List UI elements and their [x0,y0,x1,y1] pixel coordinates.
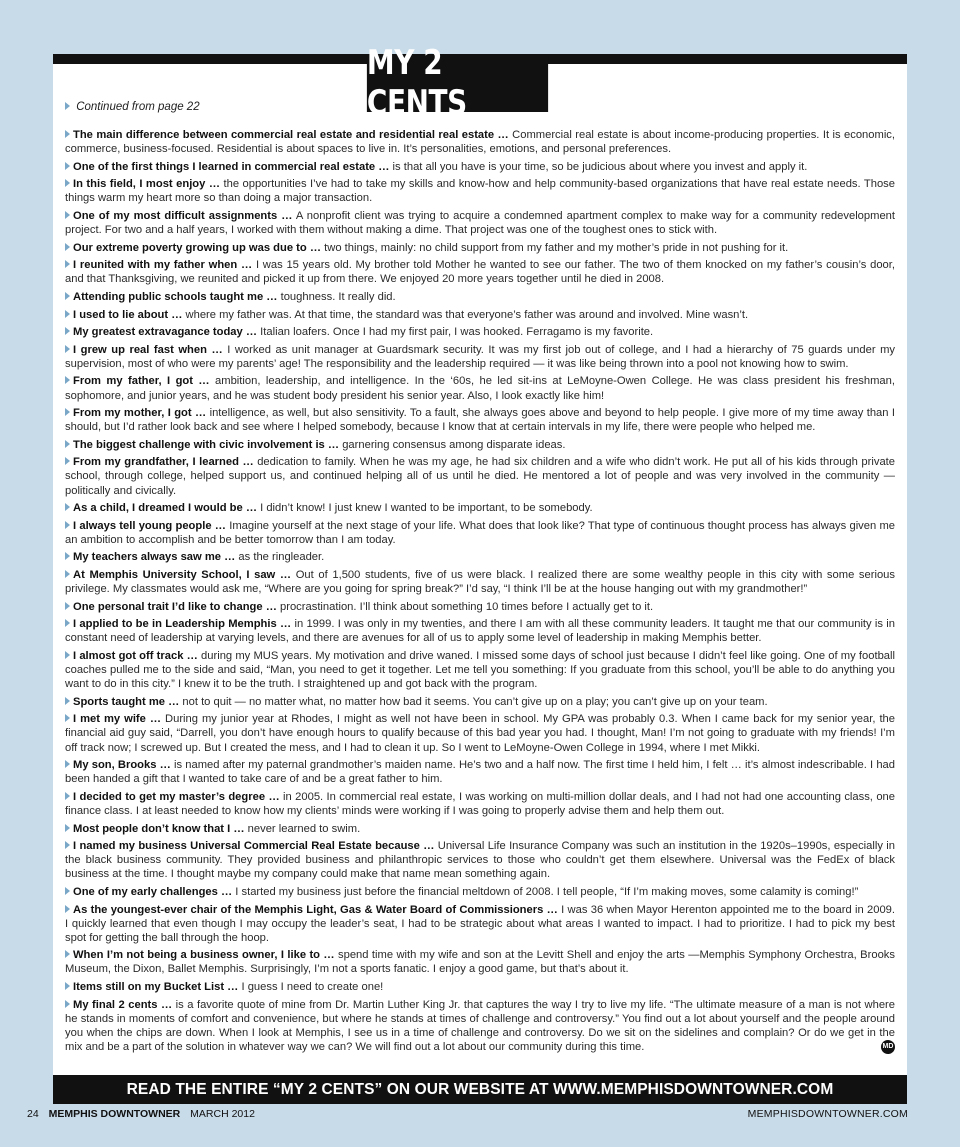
paragraph-body: in 2005. In commercial real estate, I was working on multi-million dollar deals, and I had not had one accounting class, one finance class. I at least needed to know how my clients’ minds were working if I was going to properly advise them and help them out. [65,790,895,817]
qa-paragraph [65,790,895,818]
continued-note [65,101,200,113]
paragraph-lead: Items still on my Bucket List … [73,980,239,993]
triangle-arrow-icon [65,950,70,958]
qa-paragraph [65,948,895,976]
paragraph-body: I guess I need to create one! [238,980,384,993]
magazine-page [53,43,907,1098]
triangle-arrow-icon [65,130,70,138]
triangle-arrow-icon [65,651,70,659]
paragraph-lead: I decided to get my master’s degree … [73,790,280,803]
triangle-arrow-icon [65,887,70,895]
paragraph-lead: As the youngest-ever chair of the Memphis Light, Gas & Water Board of Commissioners … [73,903,558,916]
paragraph-body: I started my business just before the financial meltdown of 2008. I tell people, “If I’m making moves, some calamity is coming!” [232,885,859,898]
triangle-arrow-icon [65,440,70,448]
triangle-arrow-icon [65,760,70,768]
paragraph-body: where my father was. At that time, the standard was that everyone’s father was around and involved. Mine wasn’t. [182,308,749,321]
triangle-arrow-icon [65,243,70,251]
qa-paragraph [65,649,895,691]
qa-paragraph [65,568,895,596]
paragraph-body: ambition, leadership, and intelligence. In the ‘60s, he led sit-ins at LeMoyne-Owen College. He was class president his freshman, sophomore, and junior years, and he was student body president his senior year. Also, I look exactly like him! [65,375,895,402]
qa-paragraph [65,325,895,339]
triangle-arrow-icon [65,521,70,529]
triangle-arrow-icon [65,602,70,610]
paragraph-lead: As a child, I dreamed I would be … [73,502,258,515]
paragraph-lead: Attending public schools taught me … [73,290,278,303]
paragraph-body: not to quit — no matter what, no matter how bad it seems. You can’t give up on a play; you can’t give up on your team. [179,695,768,708]
issue-date: MARCH 2012 [190,1108,255,1120]
qa-paragraph [65,308,895,322]
triangle-arrow-icon [65,457,70,465]
triangle-arrow-icon [65,714,70,722]
triangle-arrow-icon [65,179,70,187]
triangle-arrow-icon [65,619,70,627]
website-banner: READ THE ENTIRE “MY 2 CENTS” ON OUR WEBSITE AT WWW.MEMPHISDOWNTOWNER.COM [53,1075,907,1104]
qa-paragraph [65,903,895,945]
triangle-arrow-icon [65,102,70,110]
triangle-arrow-icon [65,211,70,219]
qa-paragraph [65,406,895,434]
continued-label: Continued from page 22 [76,101,200,113]
paragraph-lead: I applied to be in Leadership Memphis … [73,618,292,631]
paragraph-body: dedication to family. When he was my age, he had six children and a wife who didn’t work. He put all of his kids through private school, through college, helped support us, and continued helping all of us until he died. He mentored a lot of people and was very involved in the community — politically and civically. [65,456,895,497]
triangle-arrow-icon [65,260,70,268]
paragraph-body: During my junior year at Rhodes, I might as well not have been in school. My GPA was probably 0.3. When I came back for my senior year, the financial aid guy said, “Darrell, you don’t have enough hours to qualify because of this bad year you had. I thought, Man! I’m not going to graduate with my friends! I’m off track now; I screwed up. But I created the mess, and I had to clean it up. So I went to LeMoyne-Owen College in 1994, where I met Mikki. [65,713,895,754]
paragraph-body: two things, mainly: no child support from my father and my mother’s pride in not pushing for it. [321,241,789,254]
triangle-arrow-icon [65,376,70,384]
paragraph-lead: My son, Brooks … [73,759,171,772]
triangle-arrow-icon [65,792,70,800]
triangle-arrow-icon [65,503,70,511]
triangle-arrow-icon [65,1000,70,1008]
paragraph-lead: One of my most difficult assignments … [73,209,293,222]
paragraph-body: Imagine yourself at the next stage of your life. What does that look like? That type of continuous thought process has always given me an ambition to accomplish and be better tomorrow than I am today. [65,519,896,546]
paragraph-lead: My final 2 cents … [73,998,173,1011]
paragraph-lead: I always tell young people … [73,519,226,532]
paragraph-lead: I almost got off track … [73,650,198,662]
qa-paragraph [65,617,895,645]
paragraph-lead: One personal trait I’d like to change … [73,600,277,613]
triangle-arrow-icon [65,905,70,913]
qa-paragraph [65,980,895,994]
paragraph-body: I didn’t know! I just knew I wanted to be important, to be somebody. [257,502,593,515]
paragraph-body: I was 15 years old. My brother told Mother he wanted to see our father. The two of them knocked on my father’s cousin’s door, and that Thanksgiving, we reunited and picked it up from there. We enjoyed 20 more years together until he died in 2008. [65,259,895,286]
paragraph-body: garnering consensus among disparate ideas. [339,438,566,451]
paragraph-body: is named after my paternal grandmother’s maiden name. He’s two and a half now. The first time I held him, I felt … it’s almost indescribable. I had been handed a gift that I wanted to take care of and be a great father to him. [65,759,895,786]
qa-paragraph [65,290,895,304]
paragraph-lead: Sports taught me … [73,695,180,708]
triangle-arrow-icon [65,841,70,849]
paragraph-lead: From my grandfather, I learned … [73,456,254,469]
paragraph-body: I was 36 when Mayor Herenton appointed me to the board in 2009. I quickly learned that even though I may occupy the leader’s seat, I had to be strategic about what areas I wanted to impact. I had to prioritize. I had to pick my best spot for getting the ball through the hoop. [65,903,896,944]
triangle-arrow-icon [65,697,70,705]
paragraph-body: as the ringleader. [235,551,325,564]
paragraph-body: intelligence, as well, but also sensitivity. To a fault, she always goes above and beyond to help people. I give more of my time away than I should, but I’d rather look back and see where I helped somebody, because I know that at certain intervals in my life, there were people who helped me. [65,407,895,434]
qa-paragraph [65,128,895,156]
qa-paragraph [65,550,895,564]
qa-paragraph [65,822,895,836]
paragraph-lead: I reunited with my father when … [73,259,253,272]
paragraph-body: Universal Life Insurance Company was such an institution in the 1920s–1990s, especially in the black business community. They provided business and philanthropic services to those who couldn’t get them elsewhere. Universal was the FedEx of black business at the time. I thought maybe my company could make that name mean something again. [65,840,895,881]
footer-left [27,1108,262,1120]
qa-paragraph [65,160,895,174]
paragraph-body: toughness. It really did. [277,290,396,303]
paragraph-lead: The main difference between commercial real estate and residential real estate … [73,129,509,141]
qa-paragraph [65,374,895,402]
triangle-arrow-icon [65,408,70,416]
qa-paragraph [65,455,895,497]
triangle-arrow-icon [65,345,70,353]
article-body [65,128,895,1057]
paragraph-lead: Most people don’t know that I … [73,822,245,835]
publication-name: MEMPHIS DOWNTOWNER [48,1108,181,1120]
paragraph-lead: I grew up real fast when … [73,343,223,356]
paragraph-body: in 1999. I was only in my twenties, and there I am with all these community leaders. It taught me that our community is in constant need of leadership at varying levels, and there are avenues for all of us to apply some level of leadership in making Memphis better. [65,618,895,645]
paragraph-body: I worked as unit manager at Guardsmark security. It was my first job out of college, and I had a hierarchy of 75 guards under my supervision, most of who were my parents’ age! The responsibility and the leadership required — it was like being thrown into a pool not knowing how to swim. [65,343,895,370]
paragraph-body: never learned to swim. [244,822,361,835]
paragraph-body: procrastination. I’ll think about something 10 times before I actually get to it. [276,600,654,613]
triangle-arrow-icon [65,552,70,560]
paragraph-body: is a favorite quote of mine from Dr. Martin Luther King Jr. that captures the way I try to live my life. “The ultimate measure of a man is not where he stands in moments of comfort and convenience, but where he stands at times of challenge and controversy.” You find out a lot about yourself and the people around you when the chips are down. When I look at Memphis, I see us in a time of challenge and controversy. Do we sit on the sidelines and complain? Or do we get in the mix and be a part of the solution in whatever way we can? We will find out a lot about our community during this time. [65,998,895,1053]
page-title: MY 2 CENTS [367,54,548,112]
qa-paragraph [65,600,895,614]
qa-paragraph [65,758,895,786]
footer-website: MEMPHISDOWNTOWNER.COM [747,1108,908,1120]
paragraph-body: A nonprofit client was trying to acquire a condemned apartment complex to make way for a community redevelopment project. For two and a half years, I worked with them without making a dime. That project was one of the toughest ones to stick with. [65,209,895,237]
paragraph-body: during my MUS years. My motivation and drive waned. I missed some days of school just because I didn’t feel like going. One of my football coaches pulled me to the side and said, “Man, you need to get it together. Let me tell you something: If you graduate from this school, you’ll be able to do anything you want to do in this city.” I knew it to be the truth. I straightened up and got back with the program. [65,650,895,691]
paragraph-lead: My teachers always saw me … [73,551,236,564]
qa-paragraph [65,438,895,452]
paragraph-lead: One of my early challenges … [73,885,233,898]
qa-paragraph [65,519,895,547]
paragraph-lead: When I’m not being a business owner, I like to … [73,949,335,962]
qa-paragraph [65,501,895,515]
qa-paragraph [65,998,895,1054]
qa-paragraph [65,343,895,371]
paragraph-lead: The biggest challenge with civic involvement is … [73,438,340,451]
triangle-arrow-icon [65,570,70,578]
paragraph-body: spend time with my wife and son at the Levitt Shell and enjoy the arts —Memphis Symphony Orchestra, Brooks Museum, the Dixon, Ballet Memphis. Surprisingly, I’m not a sports fanatic. I enjoy a good game, but that’s about it. [65,949,895,976]
qa-paragraph [65,695,895,709]
paragraph-lead: From my father, I got … [73,375,210,388]
triangle-arrow-icon [65,327,70,335]
paragraph-body: Italian loafers. Once I had my first pair, I was hooked. Ferragamo is my favorite. [257,326,654,339]
qa-paragraph [65,839,895,881]
paragraph-lead: Our extreme poverty growing up was due to … [73,241,322,254]
triangle-arrow-icon [65,292,70,300]
paragraph-lead: I used to lie about … [73,308,183,321]
paragraph-lead: I named my business Universal Commercial Real Estate because … [73,840,435,853]
page-number: 24 [27,1108,39,1120]
triangle-arrow-icon [65,162,70,170]
paragraph-lead: One of the first things I learned in commercial real estate … [73,160,390,173]
paragraph-lead: In this field, I most enjoy … [73,178,221,191]
qa-paragraph [65,209,895,237]
paragraph-body: Commercial real estate is about income-producing properties. It is economic, commerce, business-focused. Residential is about spaces to live in. It’s personalities, emotions, and personal preferences. [65,129,896,156]
paragraph-lead: From my mother, I got … [73,407,207,420]
page-footer [27,1108,908,1120]
paragraph-lead: At Memphis University School, I saw … [73,569,292,582]
paragraph-body: the opportunities I’ve had to take my skills and know-how and help community-based organizations that have real estate needs. Those things warm my heart more so than doing a major transaction. [65,178,895,205]
qa-paragraph [65,712,895,754]
qa-paragraph [65,241,895,255]
qa-paragraph [65,177,895,205]
qa-paragraph [65,885,895,899]
paragraph-lead: My greatest extravagance today … [73,326,258,339]
triangle-arrow-icon [65,310,70,318]
qa-paragraph [65,258,895,286]
triangle-arrow-icon [65,824,70,832]
paragraph-body: is that all you have is your time, so be judicious about where you invest and apply it. [389,160,808,173]
paragraph-lead: I met my wife … [73,713,162,726]
end-mark-logo: MD [881,1040,895,1054]
triangle-arrow-icon [65,982,70,990]
paragraph-body: Out of 1,500 students, five of us were black. I realized there are some wealthy people in this city with some serious privilege. My classmates would ask me, “Where are you going for spring break?” I’d say, “I think I’ll be at the house hanging out with my grandmother!” [65,569,895,596]
